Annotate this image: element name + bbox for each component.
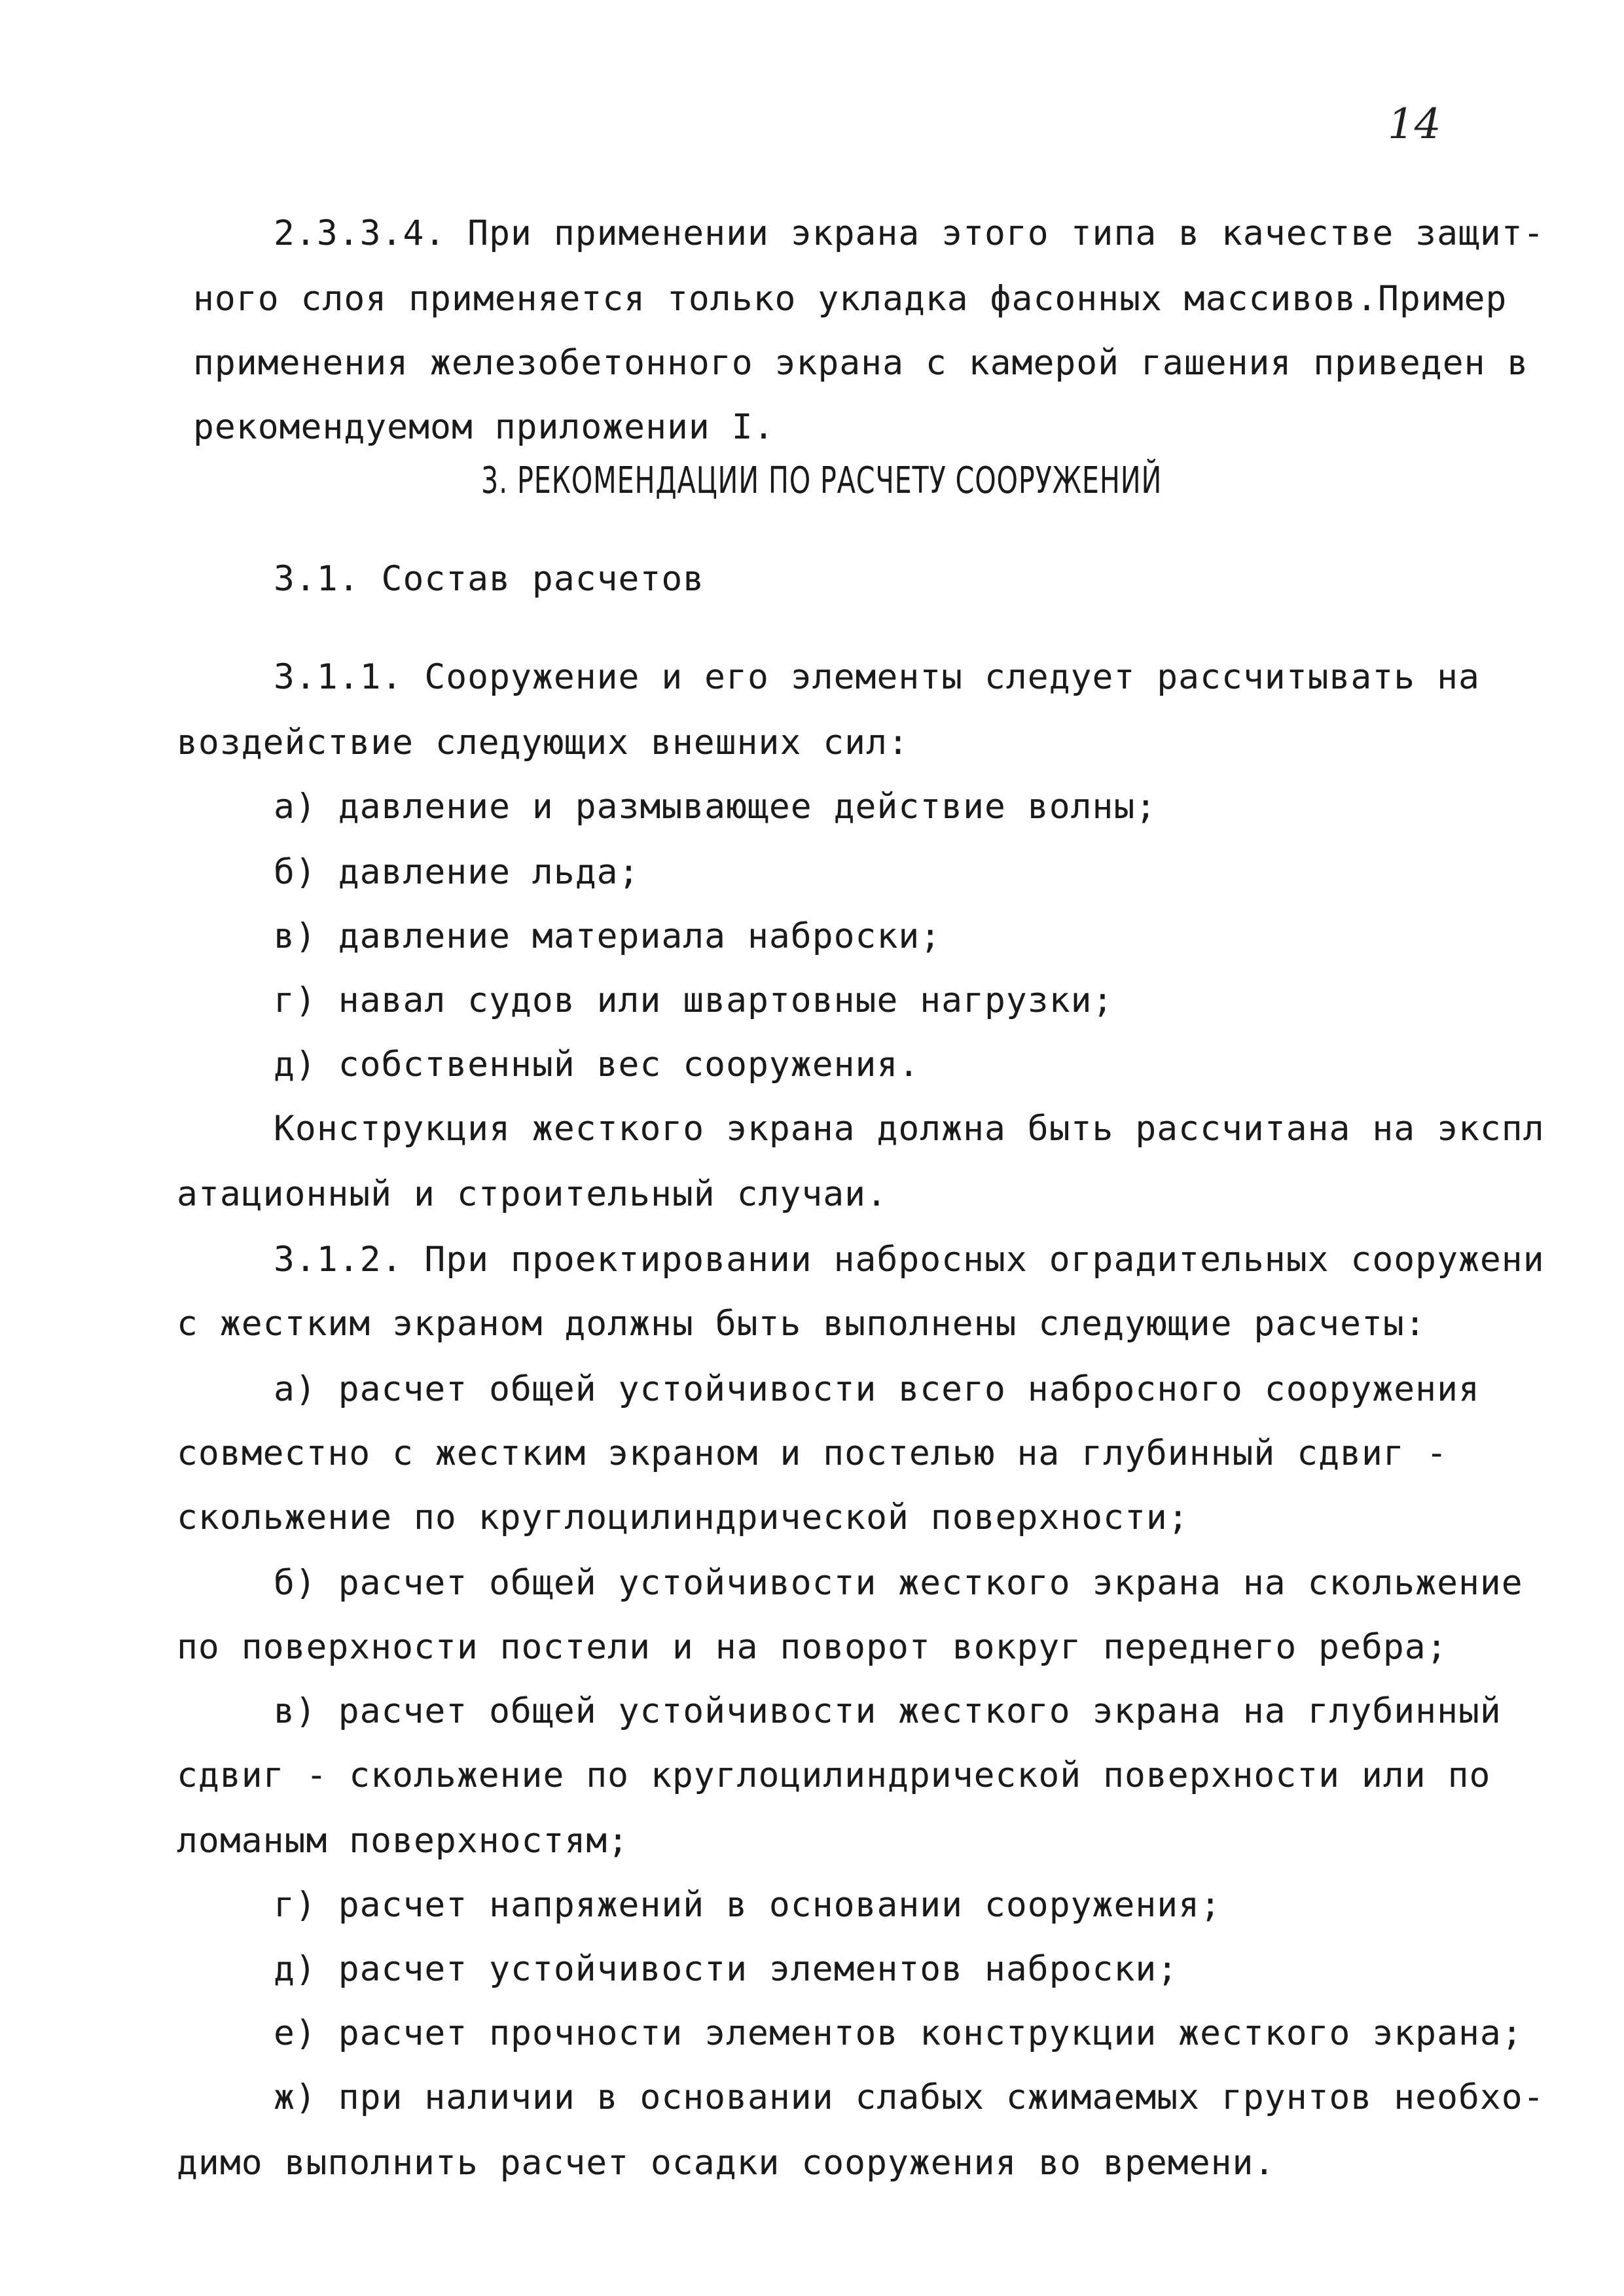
section-title: 3. РЕКОМЕНДАЦИИ ПО РАСЧЕТУ СООРУЖЕНИЙ <box>481 459 1163 502</box>
list-item: г) навал судов или швартовные нагрузки; <box>274 980 1114 1020</box>
paragraph-312-line: 3.1.2. При проектировании набросных оградительных сооружени <box>274 1240 1545 1280</box>
list-item: а) давление и размывающее действие волны; <box>274 787 1157 827</box>
paragraph-311-line: воздействие следующих внешних сил: <box>177 723 909 762</box>
list-item: д) собственный вес сооружения. <box>274 1045 920 1085</box>
list-item-continuation: сдвиг - скольжение по круглоцилиндрической поверхности или по <box>177 1755 1491 1795</box>
list-item-continuation: скольжение по круглоцилиндрической поверхности; <box>177 1498 1189 1537</box>
list-item: а) расчет общей устойчивости всего набросного сооружения <box>274 1369 1480 1409</box>
list-item: е) расчет прочности элементов конструкции жесткого экрана; <box>274 2013 1523 2053</box>
paragraph-311-line: 3.1.1. Сооружение и его элементы следует рассчитывать на <box>274 657 1480 697</box>
paragraph-2334-line: рекомендуемом приложении I. <box>193 407 775 447</box>
page-number: 14 <box>1388 100 1441 149</box>
list-item-continuation: совместно с жестким экраном и постелью на глубинный сдвиг - <box>177 1433 1448 1473</box>
paragraph-2334-line: применения железобетонного экрана с камерой гашения приведен в <box>193 343 1529 383</box>
list-item: в) расчет общей устойчивости жесткого экрана на глубинный <box>274 1691 1502 1731</box>
paragraph-311-note-line: Конструкция жесткого экрана должна быть рассчитана на экспл <box>274 1109 1545 1149</box>
list-item: в) давление материала наброски; <box>274 916 942 956</box>
list-item: б) расчет общей устойчивости жесткого экрана на скольжение <box>274 1563 1523 1603</box>
list-item: б) давление льда; <box>274 852 640 892</box>
paragraph-311-note-line: атационный и строительный случаи. <box>177 1174 888 1214</box>
subsection-title: 3.1. Состав расчетов <box>274 559 705 599</box>
list-item: ж) при наличии в основании слабых сжимаемых грунтов необхо- <box>274 2077 1545 2117</box>
list-item-continuation: по поверхности постели и на поворот вокруг переднего ребра; <box>177 1627 1448 1667</box>
paragraph-2334-line: ного слоя применяется только укладка фасонных массивов.Пример <box>193 279 1507 319</box>
list-item-continuation: ломаным поверхностям; <box>177 1821 630 1861</box>
paragraph-2334-line: 2.3.3.4. При применении экрана этого типа в качестве защит- <box>274 213 1545 253</box>
list-item: г) расчет напряжений в основании сооружения; <box>274 1885 1221 1925</box>
list-item: д) расчет устойчивости элементов наброски; <box>274 1949 1179 1989</box>
paragraph-312-line: с жестким экраном должны быть выполнены следующие расчеты: <box>177 1304 1426 1344</box>
list-item-continuation: димо выполнить расчет осадки сооружения во времени. <box>177 2143 1276 2183</box>
